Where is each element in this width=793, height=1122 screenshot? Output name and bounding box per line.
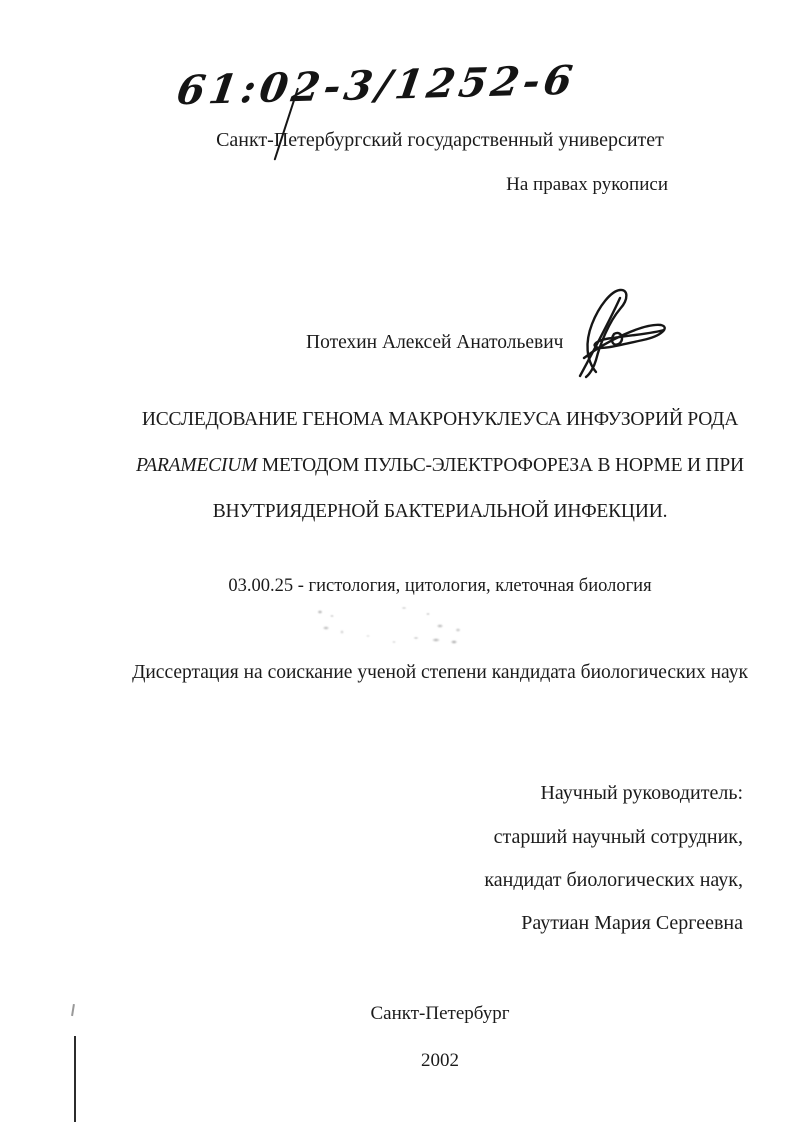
title-line-2-rest: МЕТОДОМ ПУЛЬС-ЭЛЕКТРОФОРЕЗА В НОРМЕ И ПРИ (261, 455, 744, 476)
author-signature (556, 284, 676, 382)
supervisor-name: Раутиан Мария Сергеевна (521, 912, 743, 934)
author-name: Потехин Алексей Анатольевич (306, 332, 564, 353)
publication-year: 2002 (421, 1050, 459, 1071)
title-line-2 (87, 455, 793, 477)
manuscript-rights-note: На правах рукописи (506, 174, 668, 195)
scan-edge-fleck (71, 1004, 74, 1016)
signature-scribble-icon (556, 284, 676, 382)
archive-number-handwritten: 61:02-3/1252-6 (173, 56, 580, 115)
publication-city: Санкт-Петербург (370, 1003, 510, 1024)
supervisor-degree: кандидат биологических наук, (484, 869, 743, 891)
supervisor-heading: Научный руководитель: (540, 782, 743, 804)
title-genus-italic: PARAMECIUM (136, 455, 258, 476)
dissertation-statement: Диссертация на соискание ученой степени кандидата биологических наук (132, 662, 748, 683)
specialty-code-line: 03.00.25 - гистология, цитология, клеточная биология (228, 576, 652, 596)
title-line-3: ВНУТРИЯДЕРНОЙ БАКТЕРИАЛЬНОЙ ИНФЕКЦИИ. (212, 501, 668, 522)
supervisor-position: старший научный сотрудник, (493, 826, 743, 848)
title-line-1: ИССЛЕДОВАНИЕ ГЕНОМА МАКРОНУКЛЕУСА ИНФУЗОРИЙ РОДА (141, 409, 739, 430)
university-name: Санкт-Петербургский государственный университет (216, 129, 664, 151)
scan-edge-line (74, 1036, 76, 1122)
faint-stamp-marks (308, 602, 533, 650)
